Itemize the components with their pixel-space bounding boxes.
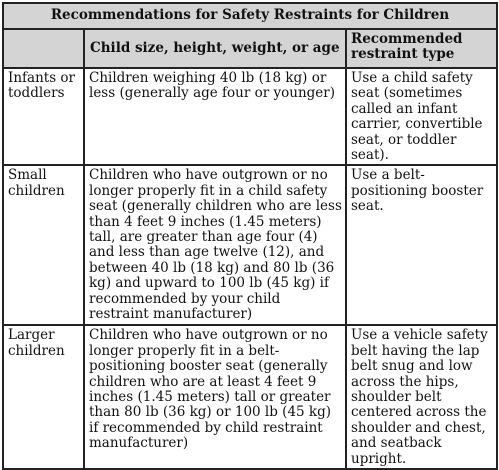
safety-restraints-table: [2, 2, 498, 470]
table-row: [3, 325, 497, 469]
table-title: Recommendations for Safety Restraints for Children: [3, 3, 497, 29]
row-restraint: Use a belt-positioning booster seat.: [346, 165, 497, 325]
row-category: Larger children: [3, 325, 84, 469]
header-category: [3, 29, 84, 68]
row-restraint: Use a vehicle safety belt having the lap belt snug and low across the hips, shoulder belt centered across the shoulder and chest, and seatback upright.: [346, 325, 497, 469]
row-category: Infants or toddlers: [3, 68, 84, 165]
row-category: Small children: [3, 165, 84, 325]
header-row: [3, 29, 497, 68]
restraints-table-container: [2, 2, 496, 467]
title-row: [3, 3, 497, 29]
row-description: Children weighing 40 lb (18 kg) or less (generally age four or younger): [84, 68, 346, 165]
header-restraint-type: Recommended restraint type: [346, 29, 497, 68]
row-description: Children who have outgrown or no longer properly fit in a child safety seat (generally children who are less than 4 feet 9 inches (1.45 meters) tall, are greater than age four (4) and less than age twelve (12), and between 40 lb (18 kg) and 80 lb (36 kg) and upward to 100 lb (45 kg) if recommended by your child restraint manufacturer): [84, 165, 346, 325]
header-child-size: Child size, height, weight, or age: [84, 29, 346, 68]
table-row: [3, 68, 497, 165]
table-row: [3, 165, 497, 325]
row-description: Children who have outgrown or no longer properly fit in a belt-positioning booster seat (generally children who are at least 4 feet 9 inches (1.45 meters) tall or greater than 80 lb (36 kg) or 100 lb (45 kg) if recommended by child restraint manufacturer): [84, 325, 346, 469]
row-restraint: Use a child safety seat (sometimes called an infant carrier, convertible seat, or toddler seat).: [346, 68, 497, 165]
